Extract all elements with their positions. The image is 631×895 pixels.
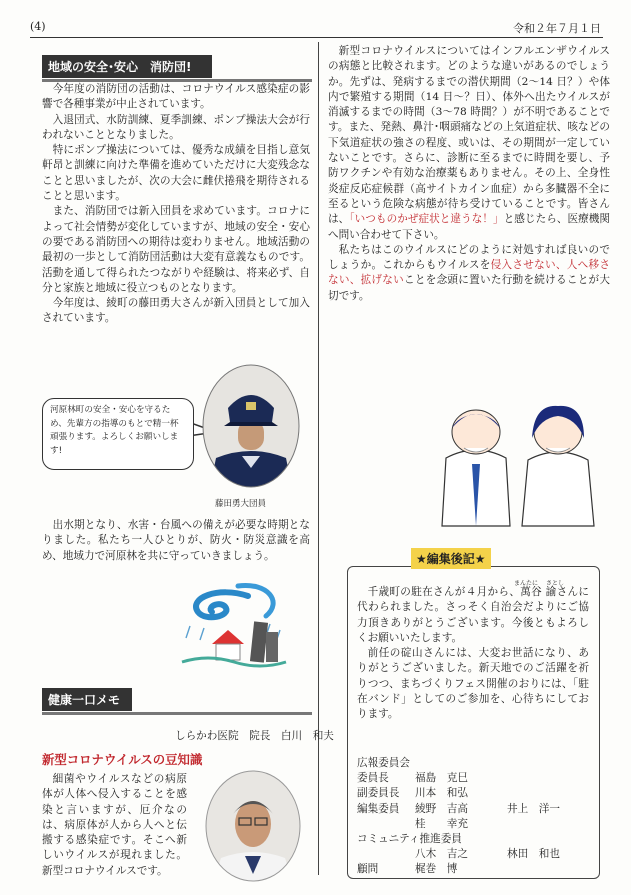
ruby-surname: まんたに [514,580,539,587]
member-name: 梶巻 博 [415,863,458,876]
committee-row [357,771,589,786]
author-line: しらかわ医院 院長 白川 和夫 [175,730,334,742]
paragraph: 新型コロナウイルスについてはインフルエンザウイルスの病態と比較されます。どのような違いがあるのでしょうか。先ずは、発病するまでの潜伏期間（2～14 日？）や体内で繁殖する期間（14 日～？日）、体外へ出たウイルスが消滅するまでの時間（3～78 時間？）が不明であることです。また、発熱、鼻汁･咽頭痛などの上気道症状、咳などの下気道症状の強さの程度、或いは、その期間が一定していないことです。さらに、診断に至るまでに時間を要し、予防ワクチンや有効な治療薬もありません。その上、全身性炎症反応症候群（高サイトカイン血症）から多臓器不全に至るという危険な病態が待ち受けていることです。皆さんは、 [328,45,610,226]
member-name: 福島 克巳 [415,772,468,785]
paragraph-end: ことを念頭に置いた行動を続けることが大切です。 [328,274,611,302]
committee-row [357,832,589,847]
fire-brigade-article [42,82,310,327]
paragraph: 前任の碇山さんには、大変お世話になり、ありがとうございました。新天地でのご活躍を祈りつつ、まちづくりフェス開催のおりには、「駐在バンド」としてのご参加を、心待ちにしております。 [357,647,589,721]
committee-row [357,862,589,877]
paragraph: 私たちはこのウイルスにどのように対処すれば良いのでしょうか。これからもウイルスを [328,243,610,272]
highlight-phrase: 侵入させない、人へ移さない、拡げない [328,259,610,287]
role: 顧問 [357,863,379,876]
health-memo-text [42,772,187,879]
covid-article [328,44,610,304]
storm-illustration [178,578,288,670]
ruby-given-name: さとし [546,580,565,587]
member-name: 林田 和也 [507,848,560,861]
committee-row [357,802,589,817]
section-heading-health-memo [42,688,132,711]
editor-note-title: ★編集後記★ [411,548,491,569]
role: 委員長 [357,772,389,785]
section-heading-text: 地域の安全･安心 消防団! [48,60,192,74]
section-heading-fire-brigade [42,55,212,78]
committee-row [357,786,589,801]
paragraph-end: と感じたら、医療機関へ問い合わせて下さい。 [328,213,611,241]
member-name: 井上 洋一 [507,802,560,815]
role: 副委員長 [357,787,400,800]
bowing-doctors-illustration [436,398,601,528]
paragraph: 細菌やウイルスなどの病原体が人体へ侵入することを感染と言いますが、厄介なのは、病原体が人から人へと伝搬する感染症です。そこへ新しいウイルスが現れました。新型コロナウイルスです。 [42,773,187,877]
fire-brigade-closing [42,518,310,564]
speech-bubble: 河原林町の安全・安心を守るため、先輩方の指導のもとで精一杯頑張ります。よろしくお願いします! [42,398,194,470]
committee-roster [357,756,589,878]
member-name: 川本 和弘 [415,787,468,800]
issue-date: 令和２年７月１日 [513,22,601,35]
section-heading-text: 健康一口メモ [48,693,121,707]
member-name: 桂 幸充 [415,817,468,830]
header-rule [30,37,603,38]
committee-row [357,847,589,862]
photo-caption: 藤田勇大団員 [215,499,267,509]
heading-underline [42,712,312,715]
article-title: 新型コロナウイルスの豆知識 [42,752,203,767]
member-name: 八木 吉之 [415,848,468,861]
paragraph: 今年度は、綾町の藤田勇大さんが新入団員として加入されています。 [42,297,310,325]
paragraph: 出水期となり、水害・台風への備えが必要な時期となりました。私たち一人ひとりが、防火・防災意識を高め、地域力で河原林を共に守っていきましょう。 [42,519,310,562]
doctor-photo [205,770,301,882]
member-name: 綾野 吉高 [415,802,468,815]
role: 編集委員 [357,802,400,815]
paragraph: また、消防団では新入団員を求めています。コロナによって社会情勢が変化していますが、地域の安全・安心の要である消防団への期待は変わりません。地域活動の最初の一歩として消防団活動は大変有意義なものです。活動を通して得られたつながりや経験は、将来必ず、自分と家族と地域に役立つものとなります。 [42,205,310,294]
column-divider [318,42,319,875]
role: コミュニティ推進委員 [357,832,462,845]
committee-title-row [357,756,589,771]
page-number: (4) [30,20,46,33]
highlight-quote: 「いつものかぜ症状と違うな！」 [349,213,504,226]
firefighter-photo [202,364,300,488]
paragraph: 千歳町の駐在さんが４月から、萬谷 諭さんに代わられました。さっそく自治会だよりにご協力頂きありがとうございます。今後ともよろしくお願いいたします。 [357,586,589,644]
paragraph: 入退団式、水防訓練、夏季訓練、ポンプ操法大会が行われないこととなりました。 [42,113,310,141]
paragraph: 特にポンプ操法については、優秀な成績を目指し意気軒昂と訓練に向けた準備を進めていただけに大変残念なことと思いましたが、次の大会に雌伏捲飛を期待されることと思います。 [42,144,310,203]
editor-note-text [357,585,589,723]
paragraph: 今年度の消防団の活動は、コロナウイルス感染症の影響で各種事業が中止されています。 [42,83,310,111]
committee-row [357,817,589,832]
committee-title: 広報委員会 [357,757,410,769]
